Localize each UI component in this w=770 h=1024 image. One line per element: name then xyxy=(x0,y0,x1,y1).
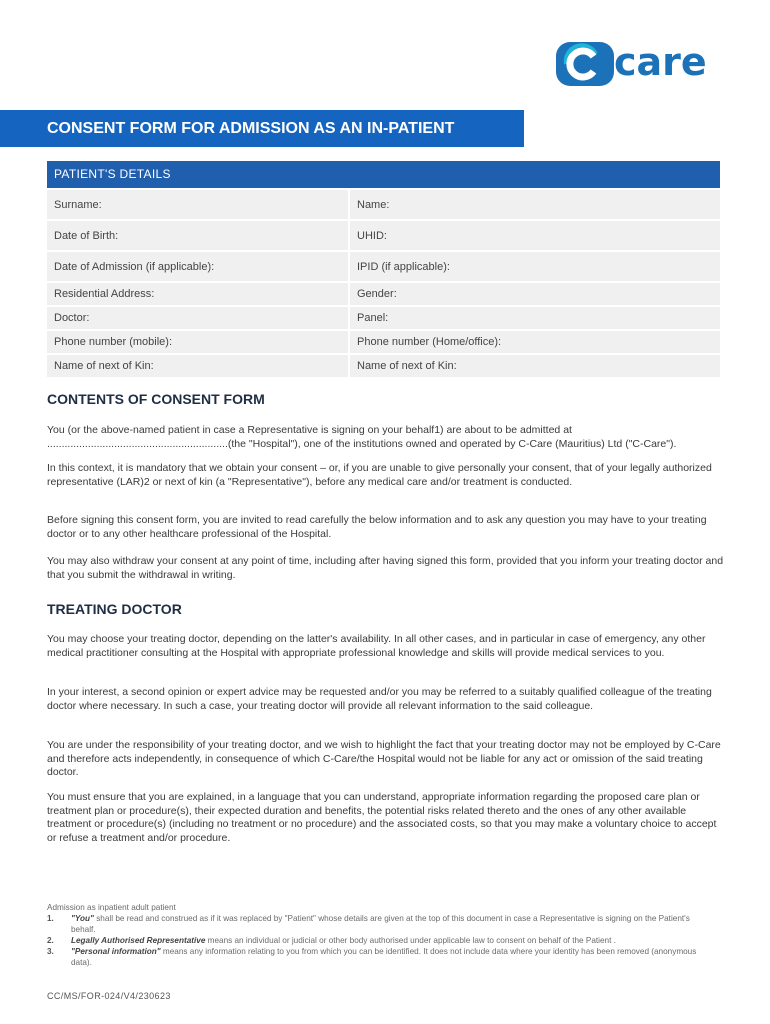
footnote-text: means any information relating to you from which you can be identified. It does not include data where your identity has been removed (anonymous data). xyxy=(71,947,697,967)
contents-heading: CONTENTS OF CONSENT FORM xyxy=(47,391,265,407)
patient-details-header: PATIENT'S DETAILS xyxy=(47,161,720,188)
field-date-of-birth[interactable]: Date of Birth: xyxy=(47,221,348,250)
c-care-logo xyxy=(556,40,726,88)
page-title: CONSENT FORM FOR ADMISSION AS AN IN-PATIENT xyxy=(47,120,455,137)
contents-paragraph: You may also withdraw your consent at any point of time, including after having signed this form, provided that you inform your treating doctor and that you submit the withdrawal in writing. xyxy=(47,555,724,581)
footnote-number: 3. xyxy=(47,947,54,956)
document-reference: CC/MS/FOR-024/V4/230623 xyxy=(47,991,171,1001)
field-date-of-admission[interactable]: Date of Admission (if applicable): xyxy=(47,252,348,281)
footnotes-intro: Admission as inpatient adult patient xyxy=(47,903,176,912)
treating-doctor-paragraph: You must ensure that you are explained, in a language that you can understand, appropriate information regarding the proposed care plan or treatment plan or procedure(s), their expected duration and benefits, the potential risks related thereto and the ones of any other available treatment or procedure(s) (including no treatment or no procedure) and the associated costs, so that you may make a voluntary choice to accept or refuse a treatment and/or procedure. xyxy=(47,791,717,844)
field-gender[interactable]: Gender: xyxy=(350,283,720,305)
treating-doctor-paragraph: You may choose your treating doctor, depending on the latter's availability. In all other cases, and in particular in case of emergency, any other medical practitioner consulting at the Hospital with appropriate professional knowledge and skills will provide medical services to you. xyxy=(47,633,706,659)
c-care-logo-wordmark: care xyxy=(614,40,707,84)
field-residential-address[interactable]: Residential Address: xyxy=(47,283,348,305)
footnote-number: 1. xyxy=(47,914,54,923)
treating-doctor-paragraph: In your interest, a second opinion or expert advice may be requested and/or you may be referred to a suitably qualified colleague of the treating doctor where necessary. In such a case, your treating doctor will provide all relevant information to the said colleague. xyxy=(47,686,712,712)
footnote-term: "You" xyxy=(71,914,94,923)
contents-paragraph: In this context, it is mandatory that we obtain your consent – or, if you are unable to give personally your consent, that of your legally authorized representative (LAR)2 or next of kin (a "Representative"), before any medical care and/or treatment is conducted. xyxy=(47,462,712,488)
footnotes xyxy=(47,902,715,968)
field-next-of-kin-1[interactable]: Name of next of Kin: xyxy=(47,355,348,377)
field-phone-mobile[interactable]: Phone number (mobile): xyxy=(47,331,348,353)
contents-paragraph: You (or the above-named patient in case a Representative is signing on your behalf1) are about to be admitted at ..............................................................(the "Hospital"), one of the institutions owned and operated by C-Care (Mauritius) Ltd ("C-Care"). xyxy=(47,424,677,450)
footnote-term: "Personal information" xyxy=(71,947,161,956)
field-doctor[interactable]: Doctor: xyxy=(47,307,348,329)
title-band xyxy=(0,110,524,147)
field-uhid[interactable]: UHID: xyxy=(350,221,720,250)
field-next-of-kin-2[interactable]: Name of next of Kin: xyxy=(350,355,720,377)
footnote-term: Legally Authorised Representative xyxy=(71,936,206,945)
treating-doctor-heading: TREATING DOCTOR xyxy=(47,601,182,617)
field-ipid[interactable]: IPID (if applicable): xyxy=(350,252,720,281)
c-care-logo-mark xyxy=(556,40,616,88)
patient-details-table xyxy=(47,161,720,377)
field-name[interactable]: Name: xyxy=(350,190,720,219)
patient-details-grid xyxy=(47,190,720,377)
footnote-item xyxy=(47,913,715,935)
footnote-item xyxy=(47,935,715,946)
field-phone-home-office[interactable]: Phone number (Home/office): xyxy=(350,331,720,353)
field-surname[interactable]: Surname: xyxy=(47,190,348,219)
footnote-item xyxy=(47,946,715,968)
footnote-number: 2. xyxy=(47,936,54,945)
contents-paragraph: Before signing this consent form, you are invited to read carefully the below information and to ask any question you may have to your treating doctor or to any other healthcare professional of the Hospital. xyxy=(47,514,707,540)
footnote-text: shall be read and construed as if it was replaced by "Patient" whose details are given at the top of this document in case a Representative is signing on the Patient's behalf. xyxy=(71,914,690,934)
treating-doctor-paragraph: You are under the responsibility of your treating doctor, and we wish to highlight the fact that your treating doctor may not be employed by C-Care and therefore acts independently, in consequence of which C-Care/the Hospital would not be liable for any act or omission of the said treating doctor. xyxy=(47,739,721,779)
field-panel[interactable]: Panel: xyxy=(350,307,720,329)
footnote-text: means an individual or judicial or other body authorised under applicable law to consent on behalf of the Patient . xyxy=(205,936,616,945)
